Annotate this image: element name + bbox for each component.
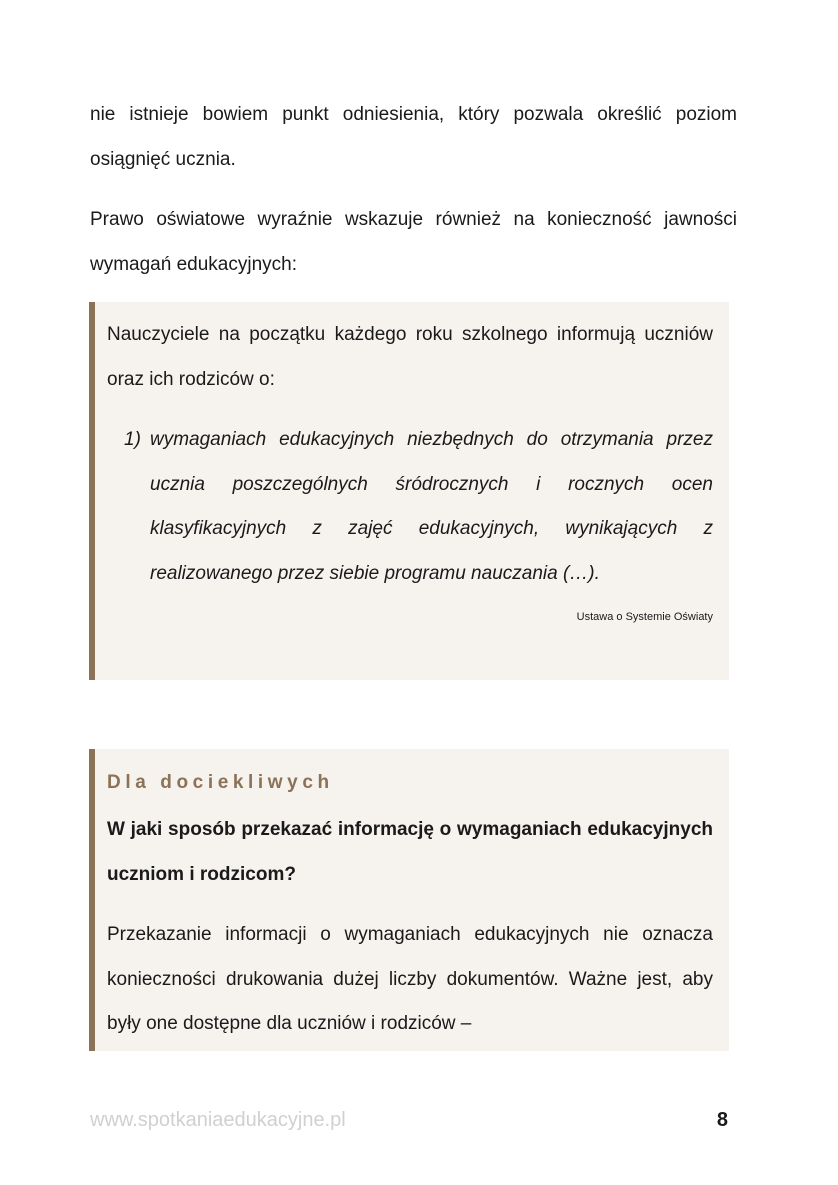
info-box-question: W jaki sposób przekazać informację o wymaganiach edukacyjnych uczniom i rodzicom?: [107, 819, 713, 885]
quote-intro: Nauczyciele na początku każdego roku szkolnego informują uczniów oraz ich rodziców o:: [107, 324, 713, 390]
footer-url[interactable]: www.spotkaniaedukacyjne.pl: [90, 1109, 346, 1131]
paragraph-transparency: Prawo oświatowe wyraźnie wskazuje również na konieczność jawności wymagań edukacyjnych:: [90, 209, 737, 275]
info-box: [89, 749, 729, 1051]
quote-item-number: 1): [124, 429, 141, 450]
page-number: 8: [716, 1109, 728, 1131]
paragraph-reference-point: nie istnieje bowiem punkt odniesienia, który pozwala określić poziom osiągnięć ucznia.: [90, 104, 737, 170]
quote-list-item: [107, 418, 713, 596]
info-box-body: Przekazanie informacji o wymaganiach edukacyjnych nie oznacza konieczności drukowania dużej liczby dokumentów. Ważne jest, aby były one dostępne dla uczniów i rodziców –: [107, 924, 713, 1034]
quote-box: [89, 302, 729, 680]
quote-item-text: wymaganiach edukacyjnych niezbędnych do otrzymania przez ucznia poszczególnych śródrocznych i rocznych ocen klasyfikacyjnych z zajęć edukacyjnych, wynikających z realizowanego przez siebie programu nauczania (…).: [150, 429, 713, 584]
quote-source: Ustawa o Systemie Oświaty: [576, 611, 713, 623]
info-box-eyebrow: Dla dociekliwych: [107, 772, 334, 793]
